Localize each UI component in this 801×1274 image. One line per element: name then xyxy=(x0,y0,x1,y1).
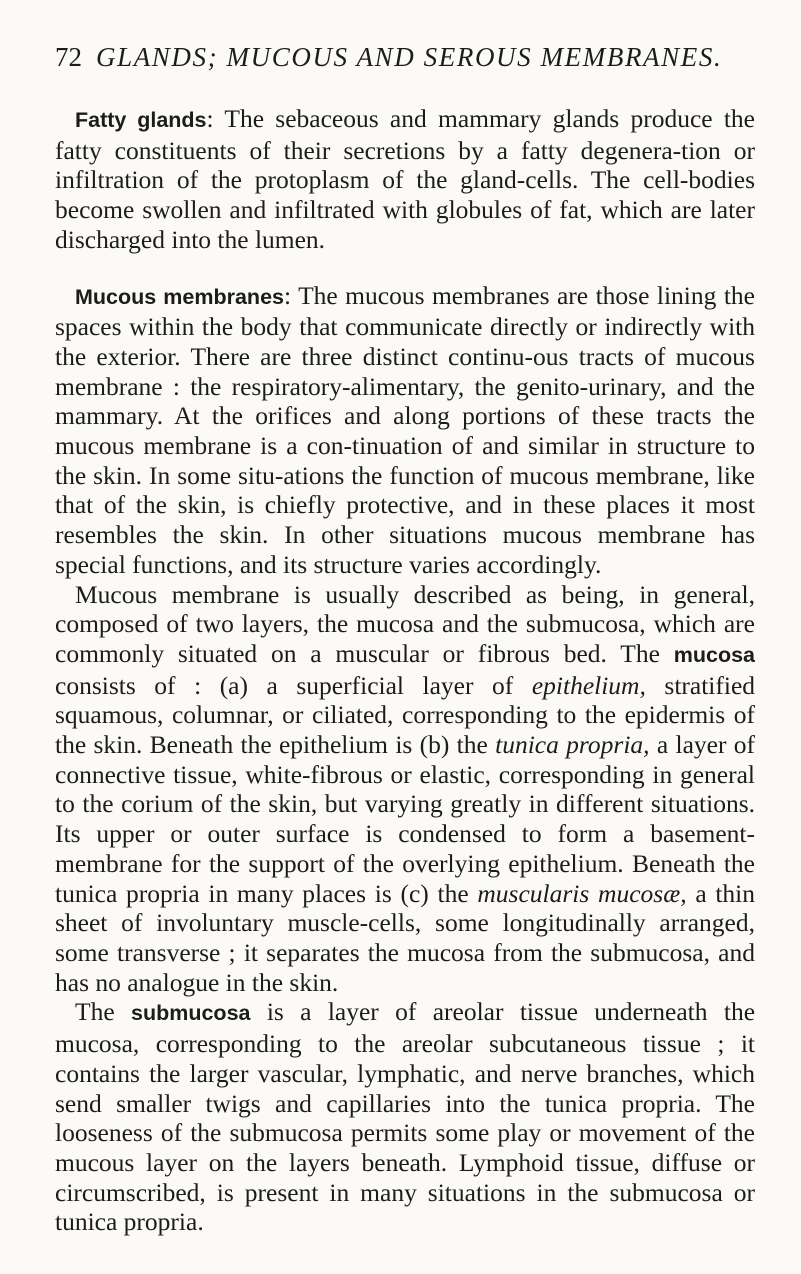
submucosa-text: is a layer of areolar tissue underneath the mucosa, corresponding to the areolar subcutaneous tissue ; it contains the larger vascular, lymphatic, and nerve branches, which send smaller twigs and capillaries into the tunica propria. The looseness of the submucosa permits some play or movement of the mucous layer on the layers beneath. Lymphoid tissue, diffuse or circumscribed, is present in many situations in the submucosa or tunica propria. xyxy=(55,997,756,1237)
term-muscularis-mucosae: muscularis mucosæ, xyxy=(477,878,687,908)
page-number: 72 xyxy=(55,42,82,72)
tunica-description: a layer of connective tissue, white-fibrous or elastic, corresponding in general to the corium of the skin, but varying greatly in different situations. Its upper or outer surface is condensed to form a basement-membrane for the support of the overlying epithelium. Beneath the tunica propria in many places is (c) the xyxy=(55,730,755,908)
heading-fatty-glands: Fatty glands xyxy=(75,108,207,132)
paragraph-submucosa xyxy=(55,997,755,1237)
term-mucosa: mucosa xyxy=(673,642,755,667)
paragraph-layers xyxy=(55,580,755,998)
submucosa-prefix: The xyxy=(75,997,115,1027)
muscularis-description: a thin sheet of involuntary muscle-cells, some longitudinally arranged, some transverse ; it separates the mucosa from the submucosa, and has no analogue in the skin. xyxy=(55,878,756,997)
term-submucosa: submucosa xyxy=(131,1001,251,1026)
mucosa-prefix: The xyxy=(620,638,660,668)
body-text xyxy=(55,104,755,1237)
running-head xyxy=(55,40,755,74)
term-tunica-propria: tunica propria, xyxy=(495,730,650,760)
paragraph-mucous-membranes xyxy=(55,281,755,580)
mucous-membranes-text: : The mucous membranes are those lining the spaces within the body that communicate directly or indirectly with the exterior. There are three distinct continu-ous tracts of mucous membrane : the respiratory-alimentary, the genito-urinary, and the mammary. At the orifices and along portions of these tracts the mucous membrane is a con-tinuation of and similar in structure to the skin. In some situ-ations the function of mucous membrane, like that of the skin, is chiefly protective, and in these places it most resembles the skin. In other situations mucous membrane has special functions, and its structure varies accordingly. xyxy=(55,280,755,579)
fatty-glands-text: : The sebaceous and mammary glands produce the fatty constituents of their secretions by a fatty degenera-tion or infiltration of the protoplasm of the gland-cells. The cell-bodies become swollen and infiltrated with globules of fat, which are later discharged into the lumen. xyxy=(55,104,755,254)
mucosa-a-text: consists of : (a) a superficial layer of xyxy=(55,670,514,700)
paragraph-fatty-glands xyxy=(55,104,755,255)
layers-intro: Mucous membrane is usually described as being, in general, composed of two layers, the mucosa and the submucosa, which are commonly situated on a muscular or fibrous bed. xyxy=(55,579,755,668)
heading-mucous-membranes: Mucous membranes xyxy=(75,284,284,309)
running-title: GLANDS; MUCOUS AND SEROUS MEMBRANES. xyxy=(96,42,723,72)
term-epithelium: epithelium, xyxy=(531,670,646,700)
epithelium-description: stratified squamous, columnar, or ciliated, corresponding to the epidermis of the skin. Beneath the epithelium is (b) the xyxy=(55,670,756,760)
